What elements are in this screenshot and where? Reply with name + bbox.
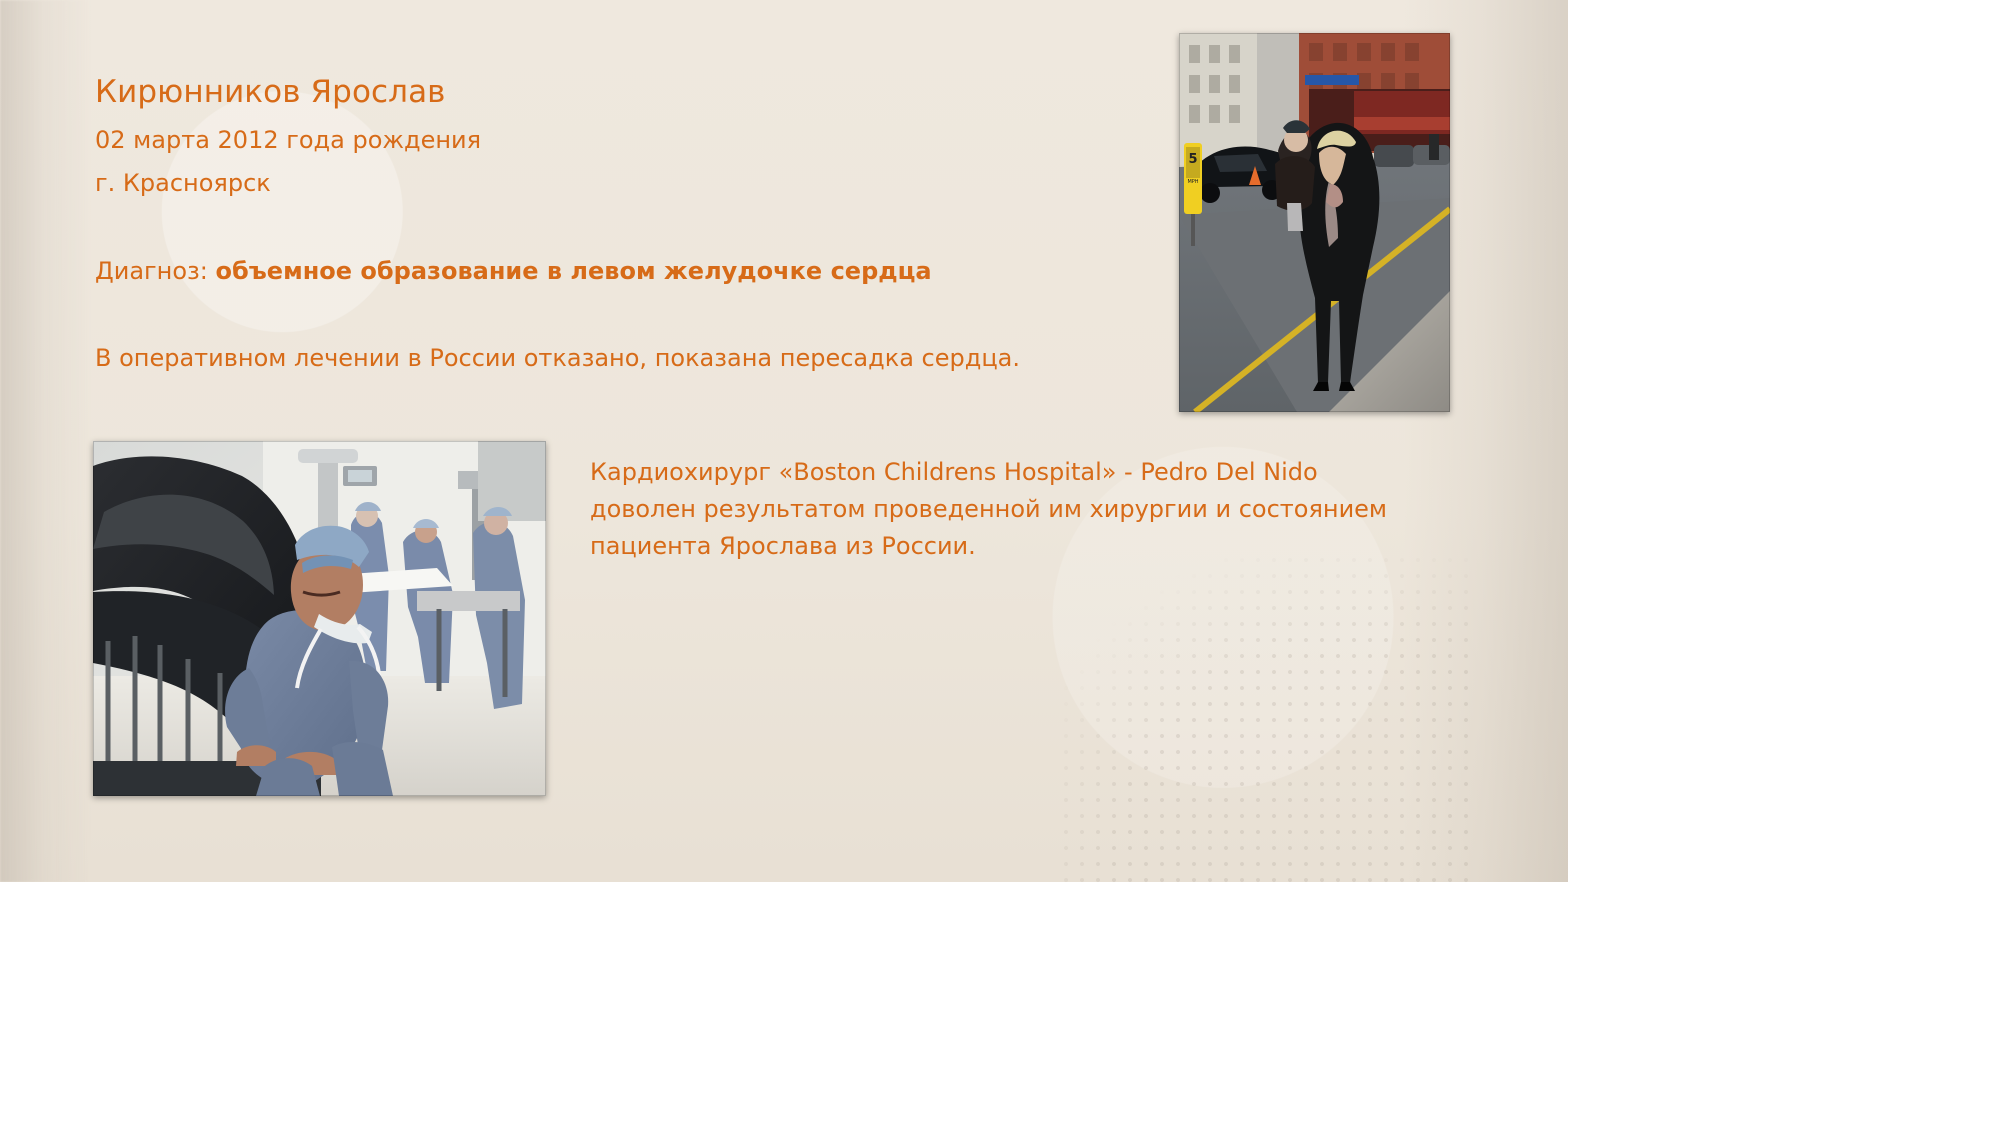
surgery-photo-art (93, 441, 546, 796)
speed-sign-unit: MPH (1187, 179, 1199, 185)
speed-sign-number: 5 (1188, 152, 1198, 167)
street-photo-art (1179, 33, 1450, 412)
patient-name: Кирюнников Ярослав (95, 74, 446, 110)
diagnosis-label: Диагноз: (95, 257, 216, 285)
diagnosis-value: объемное образование в левом желудочке сердца (215, 257, 932, 285)
halftone-pattern (1058, 552, 1478, 882)
surgeon-note (590, 454, 1425, 565)
surgery-photo (93, 441, 546, 796)
treatment-note: В оперативном лечении в России отказано, показана пересадка сердца. (95, 344, 1021, 372)
street-photo (1179, 33, 1450, 412)
birth-date: 02 марта 2012 года рождения (95, 126, 482, 154)
surgeon-note-line-3: пациента Ярослава из России. (590, 532, 976, 560)
left-grunge-border (0, 0, 92, 882)
diagnosis-line (95, 257, 932, 285)
city: г. Красноярск (95, 169, 271, 197)
surgeon-note-line-1: Кардиохирург «Boston Childrens Hospital» - Pedro Del Nido (590, 458, 1318, 486)
surgeon-note-line-2: доволен результатом проведенной им хирургии и состоянием (590, 495, 1388, 523)
